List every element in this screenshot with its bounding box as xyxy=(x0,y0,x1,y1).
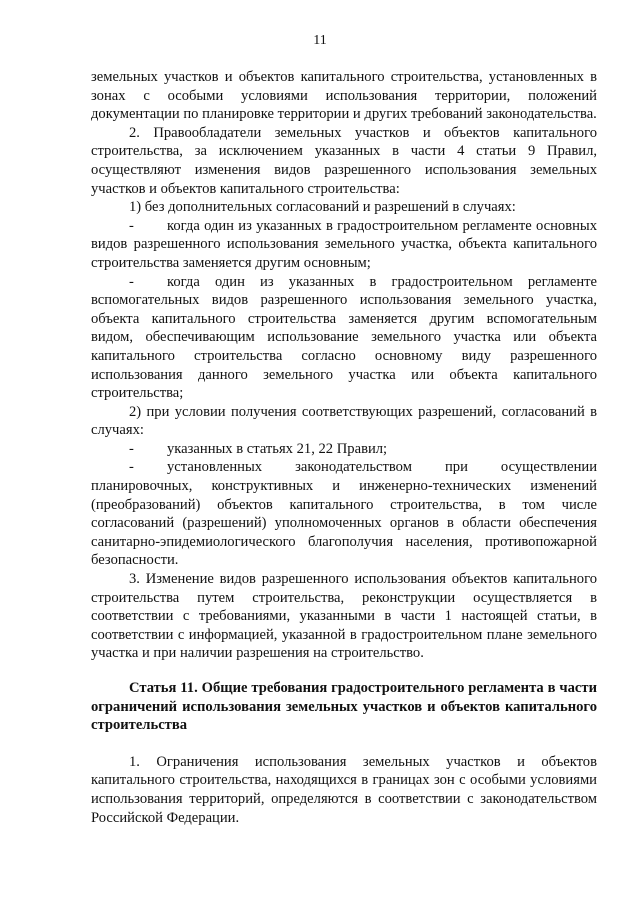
article-heading: Статья 11. Общие требования градостроительного регламента в части ограничений использования земельных участков и объектов капитального строительства xyxy=(91,680,597,734)
dash-item-text: когда один из указанных в градостроительном регламенте основных видов разрешенного использования земельного участка, объекта капитального строительства заменяется другим основным; xyxy=(91,217,597,271)
dash-item-text: когда один из указанных в градостроительном регламенте вспомогательных видов разрешенного использования земельного участка, объекта капитального строительства заменяется другим вспомогательным видом, обеспечивающим использование земельного участка или объекта капитального строительства согласно основному виду разрешенного использования данного земельного участка или объекта капитального строительства; xyxy=(91,273,597,402)
dash-list-item xyxy=(91,458,597,570)
dash-marker: - xyxy=(129,217,134,234)
dash-list-item xyxy=(91,440,597,459)
paragraph-item-3: 3. Изменение видов разрешенного использования объектов капитального строительства путем строительства, реконструкции осуществляется в соответствии с требованиями, указанными в части 1 настоящей статьи, в соответствии с информацией, указанной в градостроительном плане земельного участка и при наличии разрешения на строительство. xyxy=(91,571,597,662)
dash-marker: - xyxy=(129,273,134,290)
paragraph-subitem-2: 2) при условии получения соответствующих разрешений, согласований в случаях: xyxy=(91,403,597,439)
dash-marker: - xyxy=(129,459,134,476)
document-body xyxy=(91,68,597,827)
dash-item-text: указанных в статьях 21, 22 Правил; xyxy=(167,440,388,457)
paragraph-subitem-1: 1) без дополнительных согласований и разрешений в случаях: xyxy=(129,199,516,216)
dash-item-text: установленных законодательством при осуществлении планировочных, конструктивных и инженерно-технических изменений (преобразований) объектов капитального строительства, в том числе согласований (разрешений) уполномоченных органов в области обеспечения санитарно-эпидемиологического благополучия населения, противопожарной безопасности. xyxy=(91,459,597,569)
article-paragraph-1: 1. Ограничения использования земельных участков и объектов капитального строительства, находящихся в границах зон с особыми условиями использования территорий, определяются в соответствии с законодательством Российской Федерации. xyxy=(91,753,597,826)
paragraph-continuation: земельных участков и объектов капитального строительства, установленных в зонах с особыми условиями использования территории, положений документации по планировке территории и других требований законодательства. xyxy=(91,69,597,123)
dash-list-item xyxy=(91,217,597,273)
page-number: 11 xyxy=(313,33,327,48)
paragraph-item-2: 2. Правообладатели земельных участков и объектов капитального строительства, за исключением указанных в части 4 статьи 9 Правил, осуществляют изменения видов разрешенного использования земельных участков и объектов капитального строительства: xyxy=(91,124,597,197)
dash-marker: - xyxy=(129,440,134,457)
dash-list-item xyxy=(91,273,597,403)
